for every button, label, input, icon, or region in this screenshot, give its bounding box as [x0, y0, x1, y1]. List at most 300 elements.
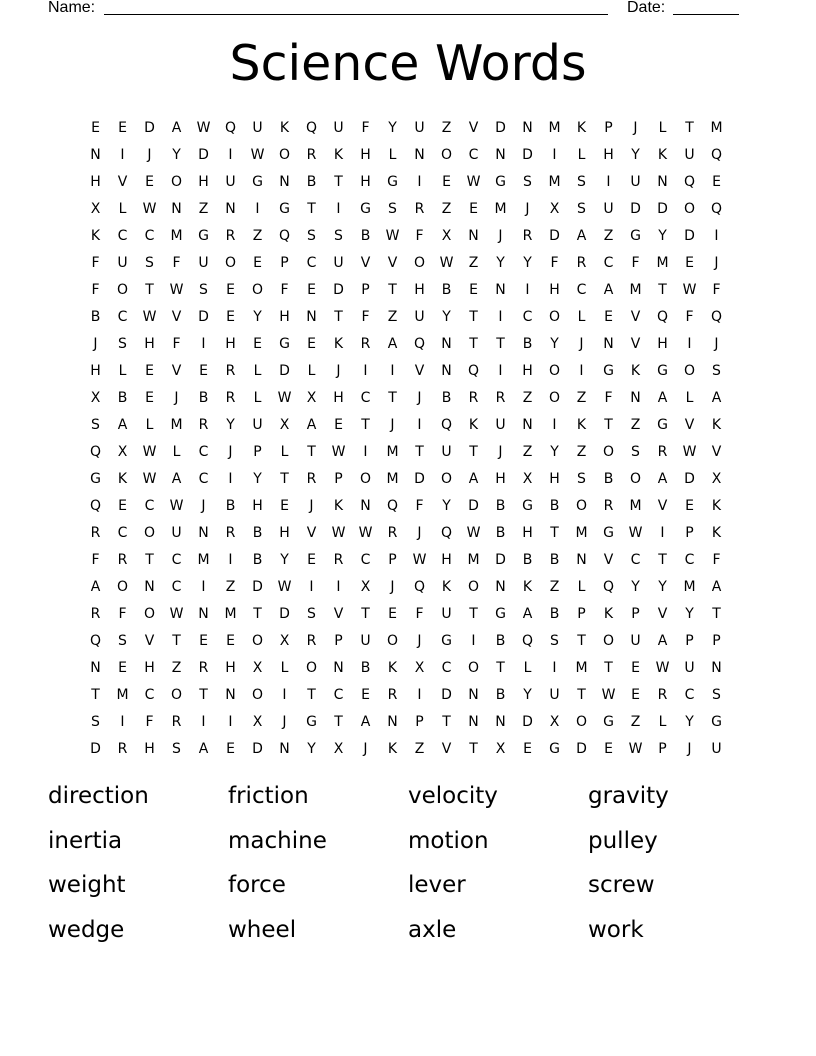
grid-letter: O: [170, 173, 183, 190]
grid-letter: H: [360, 173, 371, 190]
grid-letter: Y: [550, 443, 559, 460]
grid-letter: R: [657, 686, 668, 703]
grid-letter: L: [685, 389, 694, 406]
grid-letter: K: [576, 416, 587, 433]
grid-letter: P: [253, 443, 262, 460]
grid-letter: Z: [225, 578, 236, 595]
grid-letter: T: [496, 659, 505, 676]
grid-letter: I: [228, 470, 233, 487]
grid-letter: B: [360, 227, 371, 244]
grid-letter: C: [306, 254, 317, 271]
grid-letter: N: [90, 146, 101, 163]
grid-letter: R: [306, 632, 317, 649]
grid-letter: N: [522, 119, 533, 136]
grid-letter: O: [251, 632, 264, 649]
grid-letter: C: [468, 146, 479, 163]
grid-letter: Q: [710, 308, 723, 325]
grid-letter: M: [548, 119, 561, 136]
grid-letter: W: [169, 281, 184, 298]
grid-letter: K: [576, 119, 587, 136]
grid-letter: A: [657, 632, 668, 649]
name-label: Name:: [48, 0, 96, 16]
grid-letter: W: [142, 308, 157, 325]
grid-letter: V: [144, 632, 155, 649]
grid-letter: L: [577, 578, 586, 595]
grid-letter: H: [144, 335, 155, 352]
grid-letter: M: [116, 686, 129, 703]
grid-letter: J: [174, 389, 179, 406]
grid-letter: Q: [224, 119, 237, 136]
grid-letter: E: [226, 632, 235, 649]
grid-letter: K: [387, 740, 398, 757]
grid-letter: E: [631, 659, 640, 676]
grid-letter: W: [628, 740, 643, 757]
grid-letter: R: [495, 389, 506, 406]
grid-letter: X: [90, 200, 101, 217]
grid-letter: D: [414, 470, 425, 487]
grid-letter: U: [630, 632, 641, 649]
grid-letter: L: [280, 659, 289, 676]
grid-letter: H: [441, 551, 452, 568]
grid-letter: K: [603, 605, 614, 622]
grid-letter: H: [414, 281, 425, 298]
grid-letter: B: [117, 389, 128, 406]
header-fields: [48, 0, 748, 19]
grid-letter: Z: [549, 578, 560, 595]
grid-letter: R: [576, 254, 587, 271]
grid-letter: M: [575, 659, 588, 676]
word-list-item: machine: [228, 827, 327, 854]
grid-letter: U: [495, 416, 506, 433]
grid-letter: I: [417, 416, 422, 433]
grid-letter: L: [172, 443, 181, 460]
grid-letter: W: [250, 146, 265, 163]
grid-letter: U: [441, 443, 452, 460]
grid-letter: U: [171, 524, 182, 541]
grid-letter: E: [145, 389, 154, 406]
grid-letter: N: [225, 200, 236, 217]
grid-letter: F: [118, 605, 127, 622]
grid-letter: Y: [388, 119, 397, 136]
grid-letter: Z: [522, 443, 533, 460]
grid-letter: H: [252, 497, 263, 514]
grid-letter: T: [550, 524, 559, 541]
grid-letter: T: [469, 308, 478, 325]
grid-letter: Q: [602, 578, 615, 595]
grid-letter: F: [631, 254, 640, 271]
grid-letter: B: [252, 524, 263, 541]
grid-letter: I: [498, 308, 503, 325]
grid-letter: F: [361, 308, 370, 325]
grid-letter: T: [469, 443, 478, 460]
grid-letter: Z: [576, 443, 587, 460]
grid-letter: G: [630, 227, 641, 244]
grid-letter: I: [417, 686, 422, 703]
grid-letter: C: [360, 551, 371, 568]
grid-letter: R: [225, 227, 236, 244]
grid-letter: U: [360, 632, 371, 649]
grid-letter: X: [90, 389, 101, 406]
grid-letter: G: [279, 200, 290, 217]
grid-letter: C: [144, 497, 155, 514]
grid-letter: F: [604, 389, 613, 406]
grid-letter: H: [360, 146, 371, 163]
grid-letter: E: [523, 740, 532, 757]
grid-letter: N: [630, 389, 641, 406]
grid-letter: L: [523, 659, 532, 676]
grid-letter: D: [684, 227, 695, 244]
grid-letter: N: [441, 335, 452, 352]
word-list: [48, 776, 768, 954]
grid-letter: Z: [441, 200, 452, 217]
grid-letter: N: [495, 281, 506, 298]
grid-letter: T: [145, 281, 154, 298]
grid-letter: I: [552, 659, 557, 676]
grid-letter: J: [714, 335, 719, 352]
grid-letter: N: [387, 713, 398, 730]
grid-letter: T: [307, 686, 316, 703]
grid-letter: Q: [521, 632, 534, 649]
grid-letter: O: [305, 659, 318, 676]
grid-letter: W: [385, 227, 400, 244]
grid-letter: E: [307, 551, 316, 568]
grid-letter: L: [118, 362, 127, 379]
grid-letter: P: [334, 632, 343, 649]
grid-letter: W: [331, 524, 346, 541]
grid-letter: Q: [467, 362, 480, 379]
grid-letter: M: [170, 416, 183, 433]
grid-letter: E: [307, 281, 316, 298]
grid-letter: O: [467, 578, 480, 595]
grid-letter: K: [711, 524, 722, 541]
grid-letter: W: [628, 524, 643, 541]
grid-letter: F: [550, 254, 559, 271]
grid-letter: F: [712, 281, 721, 298]
grid-letter: T: [91, 686, 100, 703]
grid-letter: V: [657, 605, 668, 622]
grid-letter: F: [415, 227, 424, 244]
grid-letter: R: [225, 524, 236, 541]
grid-letter: Q: [440, 524, 453, 541]
grid-letter: U: [252, 416, 263, 433]
grid-letter: J: [201, 497, 206, 514]
grid-letter: N: [90, 659, 101, 676]
grid-letter: C: [171, 578, 182, 595]
grid-letter: M: [629, 497, 642, 514]
grid-letter: N: [495, 713, 506, 730]
grid-letter: Z: [630, 416, 641, 433]
word-list-item: lever: [408, 872, 466, 898]
grid-letter: C: [198, 443, 209, 460]
grid-letter: I: [201, 335, 206, 352]
grid-letter: X: [495, 740, 506, 757]
grid-letter: C: [198, 470, 209, 487]
grid-letter: J: [390, 578, 395, 595]
grid-letter: I: [336, 200, 341, 217]
grid-letter: G: [90, 470, 101, 487]
grid-letter: N: [522, 416, 533, 433]
grid-letter: C: [684, 551, 695, 568]
grid-letter: H: [225, 659, 236, 676]
grid-letter: Y: [685, 713, 694, 730]
grid-letter: B: [495, 686, 506, 703]
grid-letter: K: [333, 497, 344, 514]
grid-letter: E: [118, 659, 127, 676]
grid-letter: E: [631, 686, 640, 703]
grid-letter: Y: [226, 416, 235, 433]
grid-letter: Y: [253, 470, 262, 487]
grid-letter: J: [417, 389, 422, 406]
grid-letter: W: [439, 254, 454, 271]
grid-letter: G: [198, 227, 209, 244]
grid-letter: N: [441, 362, 452, 379]
grid-letter: F: [91, 254, 100, 271]
grid-letter: C: [144, 227, 155, 244]
grid-letter: M: [656, 254, 669, 271]
date-blank-line: [673, 14, 739, 15]
grid-letter: O: [116, 578, 129, 595]
grid-letter: F: [361, 119, 370, 136]
grid-letter: Q: [413, 335, 426, 352]
grid-letter: F: [280, 281, 289, 298]
grid-letter: A: [360, 713, 371, 730]
grid-letter: V: [171, 362, 182, 379]
grid-letter: X: [252, 659, 263, 676]
grid-letter: W: [682, 281, 697, 298]
grid-letter: P: [415, 713, 424, 730]
grid-letter: A: [657, 470, 668, 487]
grid-letter: Z: [198, 200, 209, 217]
grid-letter: X: [549, 713, 560, 730]
grid-letter: Q: [656, 308, 669, 325]
grid-letter: T: [658, 551, 667, 568]
word-list-item: weight: [48, 872, 126, 898]
grid-letter: D: [684, 470, 695, 487]
grid-letter: O: [548, 308, 561, 325]
grid-letter: R: [387, 686, 398, 703]
grid-letter: W: [142, 470, 157, 487]
grid-letter: T: [253, 605, 262, 622]
grid-letter: Z: [252, 227, 263, 244]
grid-letter: J: [417, 524, 422, 541]
grid-letter: Y: [631, 578, 640, 595]
grid-letter: P: [604, 119, 613, 136]
grid-letter: Z: [414, 740, 425, 757]
grid-letter: O: [251, 686, 264, 703]
grid-letter: W: [142, 200, 157, 217]
grid-letter: E: [685, 254, 694, 271]
grid-letter: Y: [253, 308, 262, 325]
word-list-item: motion: [408, 827, 489, 854]
grid-letter: H: [522, 362, 533, 379]
grid-letter: V: [333, 605, 344, 622]
grid-letter: Z: [576, 389, 587, 406]
grid-letter: X: [117, 443, 128, 460]
grid-letter: N: [495, 146, 506, 163]
word-list-item: direction: [48, 783, 149, 809]
grid-letter: S: [523, 173, 532, 190]
grid-letter: S: [307, 605, 316, 622]
grid-letter: B: [495, 497, 506, 514]
grid-letter: E: [388, 605, 397, 622]
grid-letter: E: [604, 308, 613, 325]
grid-letter: Z: [468, 254, 479, 271]
grid-letter: B: [198, 389, 209, 406]
grid-letter: U: [684, 659, 695, 676]
grid-letter: E: [307, 335, 316, 352]
grid-letter: N: [576, 551, 587, 568]
grid-letter: T: [577, 686, 586, 703]
grid-letter: T: [334, 308, 343, 325]
grid-letter: X: [549, 200, 560, 217]
grid-letter: F: [145, 713, 154, 730]
grid-letter: B: [441, 281, 452, 298]
grid-letter: X: [441, 227, 452, 244]
word-list-item: pulley: [588, 827, 658, 854]
grid-letter: N: [279, 173, 290, 190]
grid-letter: E: [226, 740, 235, 757]
grid-letter: G: [711, 713, 722, 730]
grid-letter: I: [228, 146, 233, 163]
grid-letter: E: [469, 281, 478, 298]
grid-letter: G: [522, 497, 533, 514]
grid-letter: E: [253, 335, 262, 352]
grid-letter: I: [606, 173, 611, 190]
grid-letter: L: [253, 389, 262, 406]
grid-letter: I: [552, 146, 557, 163]
grid-letter: J: [687, 740, 692, 757]
grid-letter: J: [93, 335, 98, 352]
grid-letter: G: [279, 335, 290, 352]
grid-letter: M: [494, 200, 507, 217]
grid-letter: B: [360, 659, 371, 676]
grid-letter: L: [118, 200, 127, 217]
grid-letter: L: [577, 308, 586, 325]
grid-letter: S: [550, 632, 559, 649]
grid-letter: E: [199, 362, 208, 379]
grid-letter: N: [171, 200, 182, 217]
grid-letter: G: [252, 173, 263, 190]
grid-letter: U: [333, 254, 344, 271]
grid-letter: P: [712, 632, 721, 649]
grid-letter: U: [414, 119, 425, 136]
grid-letter: V: [630, 308, 641, 325]
grid-letter: V: [117, 173, 128, 190]
grid-letter: B: [549, 551, 560, 568]
grid-letter: A: [90, 578, 101, 595]
word-list-item: wheel: [228, 916, 297, 943]
grid-letter: T: [604, 659, 613, 676]
grid-letter: O: [170, 686, 183, 703]
grid-letter: N: [657, 173, 668, 190]
grid-letter: I: [363, 362, 368, 379]
grid-letter: H: [90, 362, 101, 379]
grid-letter: C: [117, 524, 128, 541]
grid-letter: N: [603, 335, 614, 352]
grid-letter: E: [118, 497, 127, 514]
grid-letter: D: [279, 362, 290, 379]
grid-letter: O: [548, 362, 561, 379]
grid-letter: W: [277, 578, 292, 595]
grid-letter: D: [657, 200, 668, 217]
word-search-grid: [82, 114, 730, 762]
grid-letter: D: [495, 551, 506, 568]
grid-letter: F: [172, 335, 181, 352]
grid-letter: B: [441, 389, 452, 406]
grid-letter: A: [603, 281, 614, 298]
grid-letter: W: [412, 551, 427, 568]
grid-letter: I: [201, 713, 206, 730]
grid-letter: W: [142, 443, 157, 460]
grid-letter: X: [306, 389, 317, 406]
grid-letter: H: [522, 524, 533, 541]
grid-letter: I: [363, 443, 368, 460]
grid-letter: I: [552, 416, 557, 433]
grid-letter: C: [117, 227, 128, 244]
grid-letter: D: [495, 119, 506, 136]
grid-letter: G: [603, 713, 614, 730]
grid-letter: F: [172, 254, 181, 271]
grid-letter: T: [361, 416, 370, 433]
grid-letter: I: [417, 173, 422, 190]
grid-letter: E: [712, 173, 721, 190]
grid-letter: T: [469, 740, 478, 757]
grid-letter: L: [388, 146, 397, 163]
grid-letter: E: [253, 254, 262, 271]
grid-letter: R: [522, 227, 533, 244]
grid-letter: Q: [683, 173, 696, 190]
grid-letter: S: [91, 713, 100, 730]
grid-letter: P: [280, 254, 289, 271]
grid-letter: J: [714, 254, 719, 271]
grid-letter: K: [279, 119, 290, 136]
grid-letter: E: [226, 308, 235, 325]
grid-letter: Y: [631, 146, 640, 163]
grid-letter: B: [495, 524, 506, 541]
grid-letter: X: [333, 740, 344, 757]
grid-letter: D: [468, 497, 479, 514]
grid-letter: E: [685, 497, 694, 514]
grid-letter: Z: [630, 713, 641, 730]
grid-letter: T: [442, 713, 451, 730]
grid-letter: W: [601, 686, 616, 703]
grid-letter: C: [603, 254, 614, 271]
grid-letter: P: [685, 632, 694, 649]
grid-letter: D: [522, 146, 533, 163]
grid-letter: T: [577, 632, 586, 649]
grid-letter: R: [117, 740, 128, 757]
grid-letter: B: [522, 551, 533, 568]
grid-letter: H: [198, 173, 209, 190]
word-list-item: force: [228, 872, 286, 898]
grid-letter: S: [172, 740, 181, 757]
grid-letter: D: [549, 227, 560, 244]
grid-letter: Q: [440, 416, 453, 433]
grid-letter: D: [198, 146, 209, 163]
grid-letter: T: [388, 281, 397, 298]
grid-letter: U: [711, 740, 722, 757]
grid-letter: Y: [658, 578, 667, 595]
grid-letter: K: [117, 470, 128, 487]
name-blank-line: [104, 14, 608, 15]
grid-letter: U: [252, 119, 263, 136]
grid-letter: I: [687, 335, 692, 352]
grid-letter: E: [118, 119, 127, 136]
grid-letter: M: [575, 524, 588, 541]
grid-letter: H: [549, 281, 560, 298]
grid-letter: Y: [442, 308, 451, 325]
grid-letter: A: [117, 416, 128, 433]
